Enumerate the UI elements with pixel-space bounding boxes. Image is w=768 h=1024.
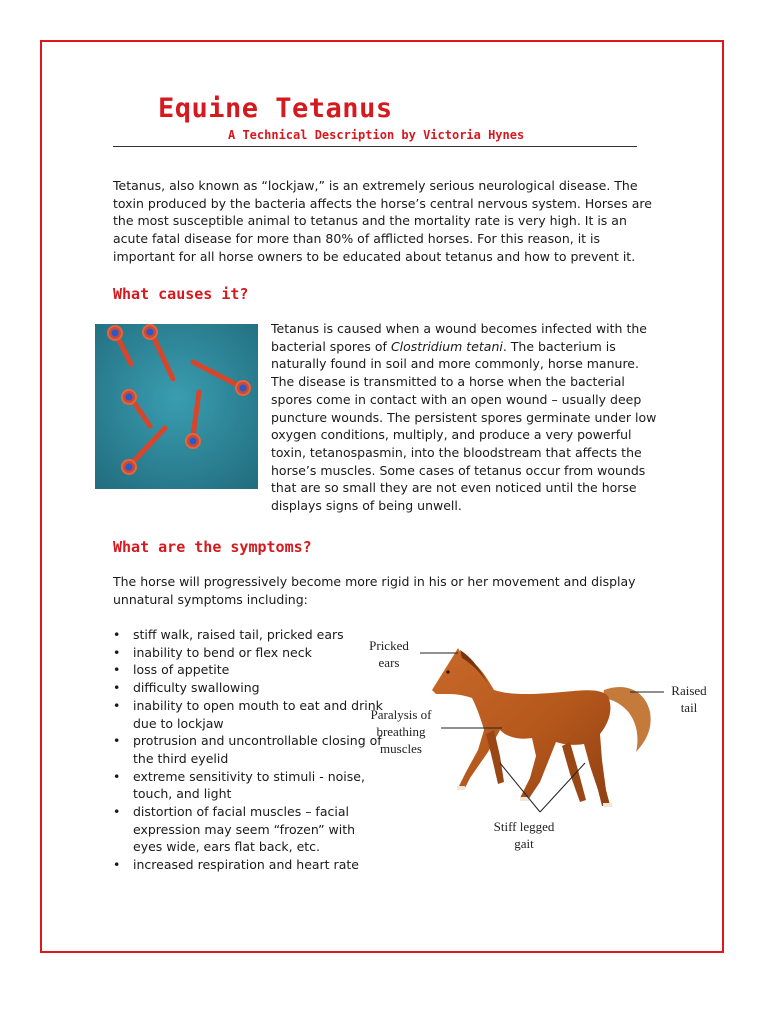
bullet-icon: • bbox=[113, 697, 121, 713]
list-item bbox=[113, 644, 383, 662]
bullet-icon: • bbox=[113, 627, 121, 642]
symptoms-heading: What are the symptoms? bbox=[113, 538, 312, 556]
symptom-text: protrusion and uncontrollable closing of the third eyelid bbox=[133, 733, 382, 766]
symptom-text: loss of appetite bbox=[133, 662, 230, 678]
symptom-text: stiff walk, raised tail, pricked ears bbox=[133, 627, 344, 642]
label-raised-tail: Raised tail bbox=[671, 683, 707, 715]
bullet-icon: • bbox=[113, 644, 121, 660]
bullet-icon: • bbox=[113, 733, 121, 749]
list-item bbox=[113, 626, 383, 644]
list-item bbox=[113, 856, 383, 874]
bacteria-name: Clostridium tetani bbox=[390, 338, 503, 354]
symptom-text: inability to bend or flex neck bbox=[133, 644, 312, 660]
page-subtitle: A Technical Description by Victoria Hynes bbox=[228, 128, 525, 142]
bullet-icon: • bbox=[113, 680, 121, 696]
list-item bbox=[113, 697, 383, 732]
list-item bbox=[113, 768, 383, 803]
symptoms-intro: The horse will progressively become more rigid in his or her movement and display unnatural symptoms including: bbox=[113, 574, 636, 607]
symptom-text: extreme sensitivity to stimuli - noise, touch, and light bbox=[133, 768, 365, 802]
page-title: Equine Tetanus bbox=[158, 93, 393, 124]
symptom-list bbox=[113, 626, 383, 874]
causes-heading: What causes it? bbox=[113, 285, 249, 303]
bullet-icon: • bbox=[113, 804, 121, 820]
list-item bbox=[113, 661, 383, 679]
list-item bbox=[113, 803, 383, 856]
causes-text-before: Tetanus is caused when a wound becomes infected with the bacterial spores of bbox=[271, 321, 647, 354]
intro-paragraph: Tetanus, also known as “lockjaw,” is an extremely serious neurological disease. The toxin produced by the bacteria affects the horse’s central nervous system. Horses are the most susceptible animal to tetanus and the mortality rate is very high. It is an acute fatal disease for more than 80% of afflicted horses. For this reason, it is important for all horse owners to be educated about tetanus and how to prevent it. bbox=[113, 178, 652, 264]
label-paralysis: Paralysis of breathing muscles bbox=[370, 707, 432, 756]
causes-paragraph bbox=[271, 320, 663, 515]
bullet-icon: • bbox=[113, 768, 121, 784]
bullet-icon: • bbox=[113, 857, 121, 873]
list-item bbox=[113, 679, 383, 697]
label-pricked-ears: Pricked ears bbox=[369, 638, 409, 670]
symptom-text: difficulty swallowing bbox=[133, 680, 260, 696]
bacteria-image bbox=[95, 324, 258, 489]
bullet-icon: • bbox=[113, 662, 121, 678]
symptom-text: inability to open mouth to eat and drink due to lockjaw bbox=[133, 697, 383, 731]
label-stiff-gait: Stiff legged gait bbox=[493, 819, 555, 851]
title-divider bbox=[113, 146, 637, 147]
symptom-text: distortion of facial muscles – facial expression may seem “frozen” with eyes wide, ears flat back, etc. bbox=[133, 804, 356, 855]
list-item bbox=[113, 732, 383, 767]
symptom-text: increased respiration and heart rate bbox=[133, 857, 359, 873]
causes-text-after: . The bacterium is naturally found in soil and more commonly, horse manure. The disease is transmitted to a horse when the bacterial spores come in contact with an open wound – usually deep puncture wounds. The persistent spores germinate under low oxygen conditions, multiply, and produce a very powerful toxin, tetanospasmin, into the bloodstream that affects the horse’s muscles. Some cases of tetanus occur from wounds that are so small they are not even noticed until the horse displays signs of being unwell. bbox=[271, 338, 657, 514]
